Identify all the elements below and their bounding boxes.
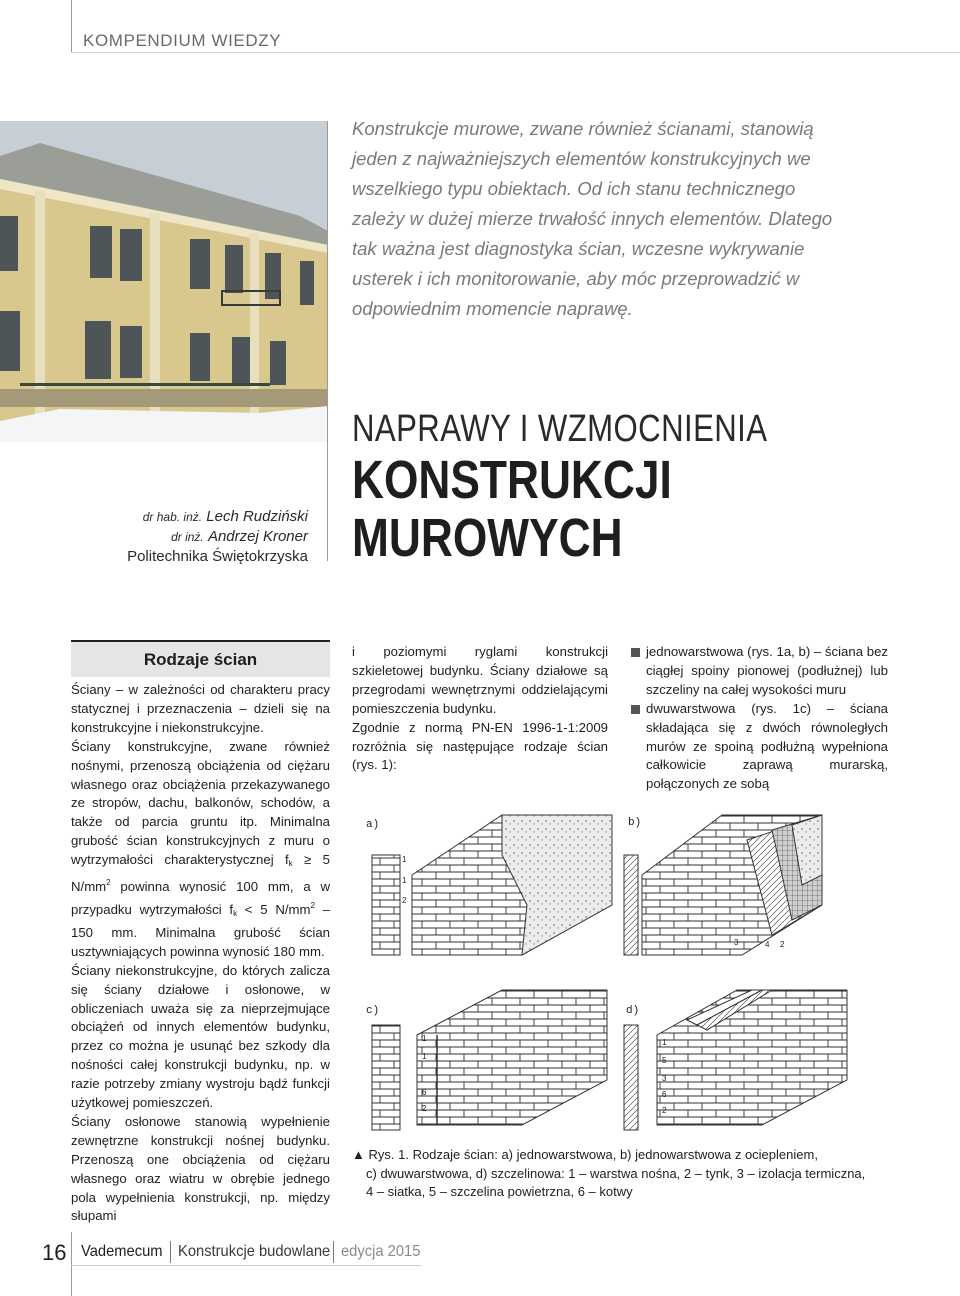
title-line-3: MUROWYCH bbox=[352, 508, 623, 568]
caption-line-3: 4 – siatka, 5 – szczelina powietrzna, 6 – kotwy bbox=[366, 1184, 633, 1199]
col1-p2-sub-1: k bbox=[288, 859, 293, 869]
col1-paragraph-3: Ściany niekonstrukcyjne, do których zalicza się ściany działowe i osłonowe, w obliczeniach uważa się za nieprzejmujące obciążeń od innych elementów budynku, przez co można je usunąć bez szkody dla nośności całej konstrukcji budynku, np. w razie potrzeby zmiany wystroju bądź funkcji użytkowej pomieszczeń. bbox=[71, 962, 330, 1111]
page-number: 16 bbox=[42, 1240, 67, 1265]
col1-p2-text-b: ≥ 5 N/mm bbox=[71, 852, 330, 895]
title-line-1: NAPRAWY I WZMOCNIENIA bbox=[352, 408, 768, 450]
footer-line bbox=[71, 1265, 421, 1266]
fig-d-num-3: 3 bbox=[662, 1074, 667, 1083]
footer-separator-1 bbox=[170, 1241, 171, 1263]
photo-divider bbox=[327, 121, 328, 561]
header-rule bbox=[71, 0, 72, 52]
column-1 bbox=[71, 681, 330, 1226]
col1-p2-text-c: powinna wynosić 100 mm, a w przypadku wytrzymałości f bbox=[71, 879, 330, 917]
bullet-single-layer: jednowarstwowa (rys. 1a, b) – ściana bez ciągłej spoiny pionowej (podłużnej) lub szczeliny na całej wysokości muru bbox=[631, 643, 888, 700]
col1-p2-sup-1: 2 bbox=[106, 878, 111, 888]
fig-b-num-2: 2 bbox=[780, 940, 785, 949]
author-2 bbox=[127, 527, 308, 547]
fig-c-num-2: 2 bbox=[422, 1104, 427, 1113]
fig-a-num-1b: 1 bbox=[402, 876, 407, 885]
fig-a-num-1: 1 bbox=[402, 855, 407, 864]
bullet-double-layer: dwuwarstwowa (rys. 1c) – ściana składająca się z dwóch równoległych murów ze spoiną podłużną wypełniona całkowicie zaprawą murarską, połączonych ze sobą bbox=[631, 700, 888, 795]
fig-b-num-3: 3 bbox=[734, 938, 739, 947]
building-illustration bbox=[0, 121, 328, 442]
col1-p2-text-d: < 5 N/mm bbox=[237, 901, 311, 917]
section-label: KOMPENDIUM WIEDZY bbox=[83, 31, 282, 50]
caption-line-2: c) dwuwarstwowa, d) szczelinowa: 1 – warstwa nośna, 2 – tynk, 3 – izolacja termiczna, bbox=[366, 1165, 866, 1181]
fig-d-num-2: 2 bbox=[662, 1106, 667, 1115]
figure-caption bbox=[352, 1146, 912, 1202]
header-line bbox=[71, 52, 960, 53]
wall-types-diagram bbox=[352, 795, 927, 1135]
caption-line-1-text: Rys. 1. Rodzaje ścian: a) jednowarstwowa, b) jednowarstwowa z ociepleniem, bbox=[368, 1147, 818, 1162]
caption-line-1 bbox=[352, 1146, 912, 1165]
col1-p2-sub-2: k bbox=[233, 908, 238, 918]
footer-separator-2 bbox=[333, 1241, 334, 1263]
footer-edition: edycja 2015 bbox=[341, 1243, 421, 1260]
fig-d-num-5: 5 bbox=[662, 1056, 667, 1065]
fig-d-num-6: 6 bbox=[662, 1090, 667, 1099]
col2-paragraph-2: Zgodnie z normą PN-EN 1996-1-1:2009 rozróżnia się następujące rodzaje ścian (rys. 1): bbox=[352, 719, 608, 773]
building-photo bbox=[0, 121, 328, 442]
author-2-title: dr inż. bbox=[171, 530, 204, 544]
author-1-name: Lech Rudziński bbox=[206, 508, 308, 525]
fig-b-num-4: 4 bbox=[765, 940, 770, 949]
col1-paragraph-4: Ściany osłonowe stanowią wypełnienie zewnętrzne konstrukcji nośnej budynku. Przenoszą one obciążenia od ciężaru własnego oraz wiatru w obrębie jednego pola wypełnienia konstrukcji, np. między słupami bbox=[71, 1113, 330, 1224]
col2-paragraph-1: i poziomymi ryglami konstrukcji szkieletowej budynku. Ściany działowe są przegrodami wewnętrznymi oddzielającymi pomieszczenia budynku. bbox=[352, 644, 608, 716]
title-main bbox=[352, 451, 672, 567]
fig-c-num-6: 6 bbox=[422, 1088, 427, 1097]
col1-paragraph-2 bbox=[71, 738, 330, 962]
author-2-name: Andrzej Kroner bbox=[207, 528, 308, 545]
fig-d-num-1: 1 bbox=[662, 1038, 667, 1047]
column-2 bbox=[352, 643, 608, 775]
title-line-2: KONSTRUKCJI bbox=[352, 450, 672, 510]
col1-paragraph-1: Ściany – w zależności od charakteru pracy statycznej i przeznaczenia – dzieli się na konstrukcyjne i niekonstrukcyjne. bbox=[71, 682, 330, 735]
author-1 bbox=[127, 507, 308, 527]
footer-publication: Konstrukcje budowlane bbox=[178, 1243, 331, 1260]
authors-block bbox=[127, 507, 308, 566]
footer-rule bbox=[71, 1232, 72, 1296]
lead-paragraph: Konstrukcje murowe, zwane również ścianami, stanowią jeden z najważniejszych elementów konstrukcyjnych we wszelkiego typu obiektach. Od ich stanu technicznego zależy w dużej mierze trwałość innych elementów. Dlatego tak ważna jest diagnostyka ścian, wczesne wykrywanie usterek i ich monitorowanie, aby móc przeprowadzić w odpowiednim momencie naprawę. bbox=[352, 118, 833, 319]
author-affiliation: Politechnika Świętokrzyska bbox=[127, 548, 308, 565]
col1-p2-sup-2: 2 bbox=[310, 900, 315, 910]
col1-p2-text-e: – 150 mm. Minimalna grubość ścian usztywniających powinna wynosić 180 mm. bbox=[71, 901, 331, 959]
box-heading: Rodzaje ścian bbox=[71, 640, 330, 677]
fig-label-c: c) bbox=[366, 1005, 380, 1017]
caption-triangle-icon: ▲ bbox=[352, 1147, 365, 1162]
fig-label-d: d) bbox=[626, 1005, 640, 1017]
footer-brand: Vademecum bbox=[81, 1243, 163, 1260]
fig-c-num-1b: 1 bbox=[422, 1052, 427, 1061]
fig-label-b: b) bbox=[628, 817, 642, 829]
column-3 bbox=[631, 643, 888, 794]
col1-p2-text-a: Ściany konstrukcyjne, zwane również nośnymi, przenoszą obciążenia od ciężaru własnego oraz obciążenia przekazywanego ze stropów, dachu, balkonów, schodów, a także od parcia gruntu itp. Minimalna grubość ścian konstrukcyjnych z muru o wytrzymałości charakterystycznej f bbox=[71, 738, 330, 868]
author-1-title: dr hab. inż. bbox=[142, 510, 203, 524]
fig-c-num-1: 1 bbox=[422, 1034, 427, 1043]
wall-types-figure bbox=[352, 795, 927, 1135]
fig-label-a: a) bbox=[366, 819, 380, 831]
fig-a-num-2: 2 bbox=[402, 896, 407, 905]
